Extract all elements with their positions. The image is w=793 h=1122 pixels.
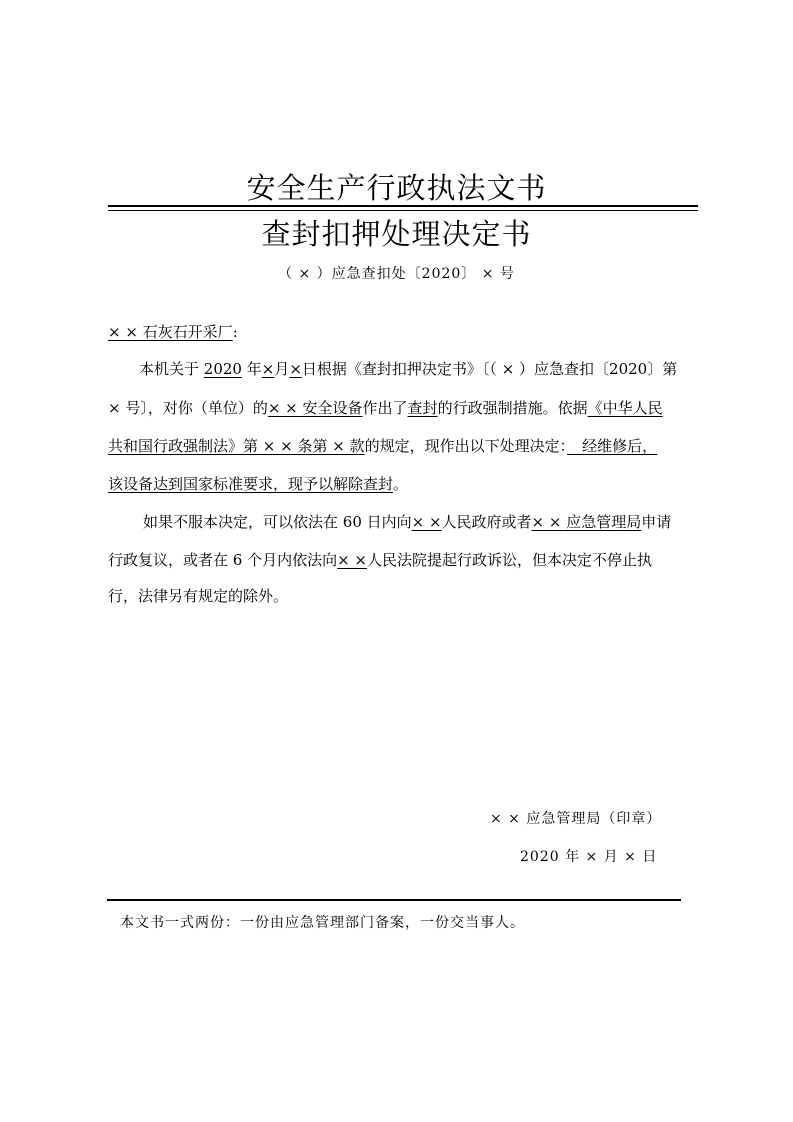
- title-rule-thin: [108, 210, 698, 211]
- p1-text: 的行政强制措施。依据: [437, 399, 588, 417]
- decision-day: ×: [289, 360, 302, 378]
- enforcement-measure: 查封: [407, 399, 438, 417]
- litigation-court: × ×: [337, 551, 367, 569]
- document-number: （ × ）应急查扣处〔2020〕 × 号: [278, 266, 515, 282]
- p2-text: 申请: [641, 513, 672, 531]
- legal-basis: 《中华人民: [587, 399, 663, 417]
- legal-basis: 共和国行政强制法》: [108, 437, 244, 455]
- paragraph2-line3: 行，法律另有规定的除外。: [108, 587, 289, 605]
- addressee: × × 石灰石开采厂: [108, 323, 233, 341]
- title-rule-thick: [108, 205, 698, 207]
- p1-text: 日根据《查封扣押决定书》〔（ × ）应急查扣〔2020〕第: [301, 360, 678, 378]
- paragraph1-line1: [139, 358, 685, 379]
- p2-text: 如果不服本决定，可以依法在 60 日内向: [143, 513, 412, 531]
- p1-text: 作出了: [362, 399, 408, 417]
- addressee-line: [108, 321, 238, 342]
- document-title: 安全生产行政执法文书: [246, 171, 547, 205]
- decision-content: 经维修后，: [567, 437, 658, 455]
- decision-content: 该设备达到国家标准要求，现予以解除查封: [108, 475, 394, 493]
- paragraph1-line4: [108, 473, 408, 494]
- review-bureau: × × 应急管理局: [531, 513, 642, 531]
- seized-object: × × 安全设备: [267, 399, 363, 417]
- p1-text: 的规定，现作出以下处理决定：: [364, 437, 568, 455]
- p2-text: 行政复议，或者在 6 个月内依法向: [108, 551, 338, 569]
- footer-rule: [107, 899, 681, 901]
- p1-text: 。: [393, 475, 409, 493]
- footer-note: 本文书一式两份：一份由应急管理部门备案，一份交当事人。: [120, 915, 525, 931]
- p1-text: 年: [241, 360, 262, 378]
- review-government: × ×: [411, 513, 442, 531]
- issue-date: 2020 年 × 月 × 日: [520, 849, 658, 865]
- p1-text: 本机关于: [139, 360, 204, 378]
- paragraph2-line1: [143, 511, 689, 532]
- legal-article: 第 × × 条第 × 款: [243, 437, 365, 455]
- issuing-authority: × × 应急管理局（印章）: [490, 811, 662, 827]
- paragraph1-line2: [108, 397, 688, 418]
- decision-month: ×: [261, 360, 275, 378]
- paragraph1-line3: [108, 435, 688, 456]
- document-subtitle: 查封扣押处理决定书: [261, 217, 532, 251]
- addressee-colon: :: [232, 323, 238, 341]
- decision-year: 2020: [203, 360, 242, 378]
- p2-text: 人民法院提起行政诉讼，但本决定不停止执: [367, 551, 653, 569]
- p1-text: 月: [274, 360, 290, 378]
- p2-text: 人民政府或者: [441, 513, 532, 531]
- paragraph2-line2: [108, 549, 688, 570]
- p1-text: × 号〕，对你（单位）的: [108, 399, 268, 417]
